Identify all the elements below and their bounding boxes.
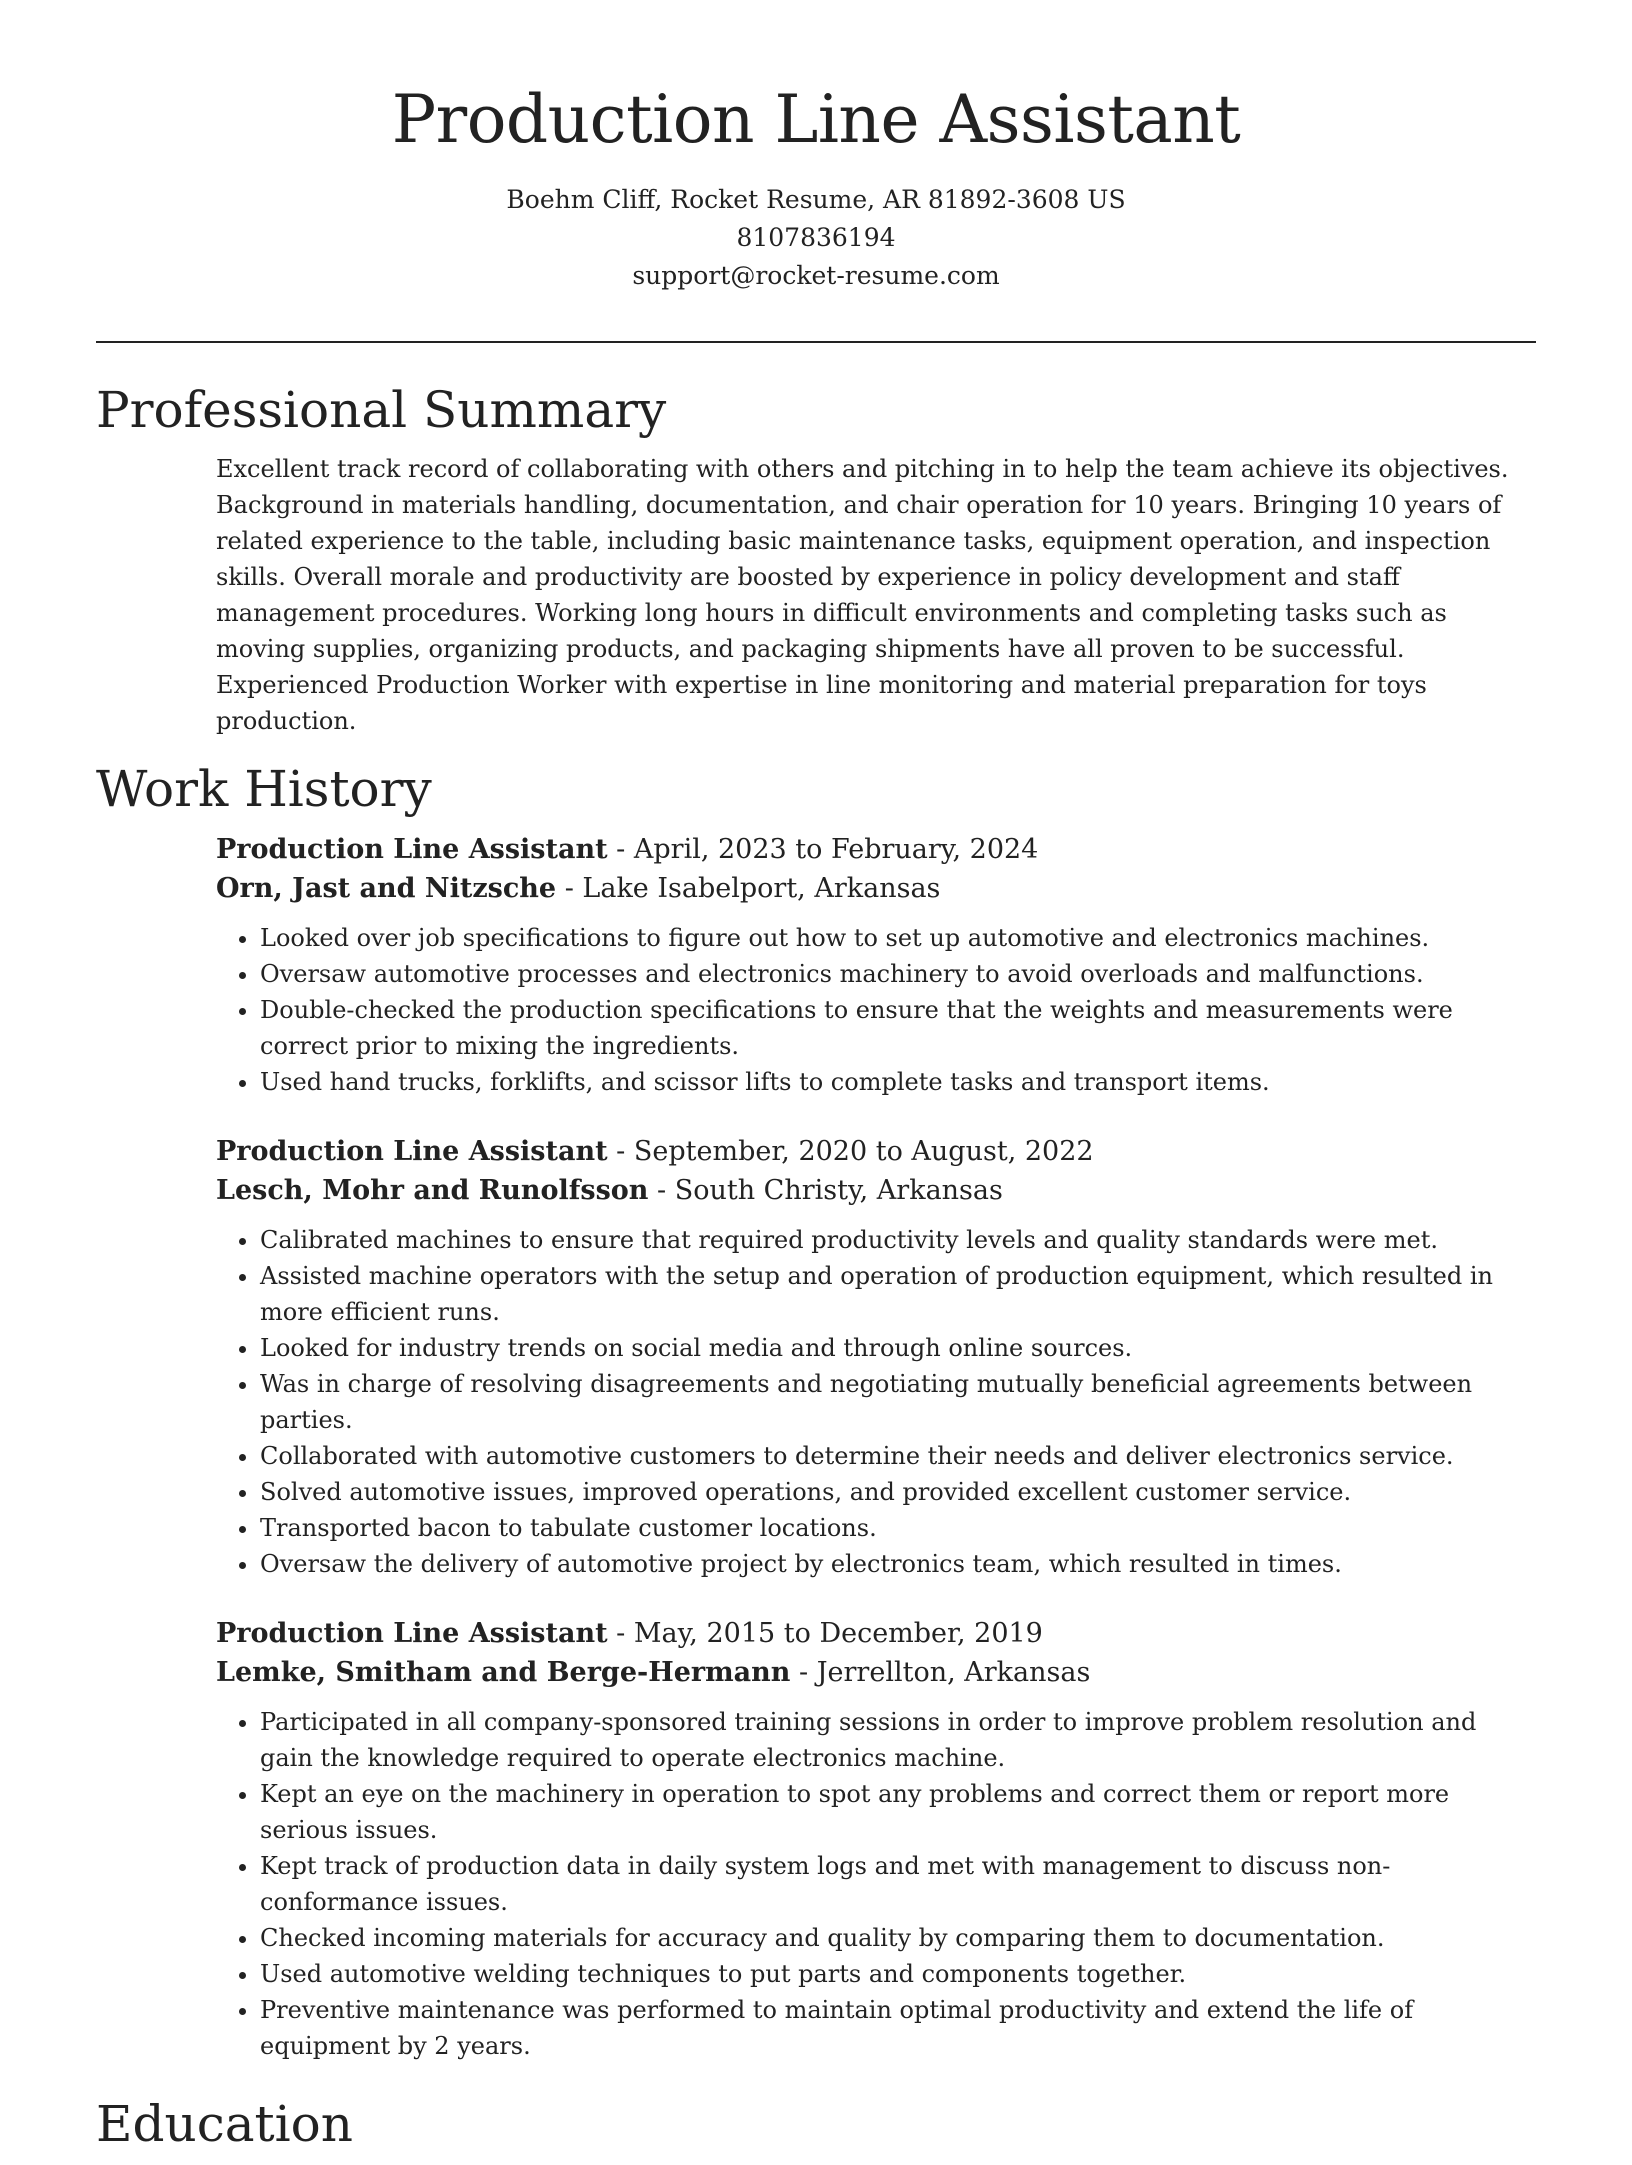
job-dates: - May, 2015 to December, 2019 bbox=[607, 1618, 1043, 1649]
job-company: Orn, Jast and Nitzsche bbox=[216, 873, 557, 904]
job-location: - South Christy, Arkansas bbox=[648, 1175, 1003, 1206]
job-company: Lemke, Smitham and Berge-Hermann bbox=[216, 1657, 791, 1688]
list-item: • Kept track of production data in daily system logs and met with management to discuss non-conformance issues. bbox=[260, 1848, 1536, 1920]
page-title: Production Line Assistant bbox=[391, 81, 1241, 158]
job-title-line bbox=[216, 1132, 1536, 1171]
resume-content bbox=[96, 378, 1536, 2165]
resume-header bbox=[0, 0, 1632, 295]
job-title: Production Line Assistant bbox=[216, 834, 608, 865]
list-item: • Solved automotive issues, improved operations, and provided excellent customer service. bbox=[260, 1474, 1536, 1510]
section-title-work-history: Work History bbox=[96, 760, 432, 818]
job-location: - Jerrellton, Arkansas bbox=[790, 1657, 1091, 1688]
job-bullets bbox=[216, 920, 1536, 1100]
job-company: Lesch, Mohr and Runolfsson bbox=[216, 1175, 649, 1206]
section-title-summary: Professional Summary bbox=[96, 381, 667, 439]
list-item: • Collaborated with automotive customers to determine their needs and deliver electronics service. bbox=[260, 1438, 1536, 1474]
education-section bbox=[96, 2092, 1536, 2157]
list-item: • Assisted machine operators with the setup and operation of production equipment, which resulted in more efficient runs. bbox=[260, 1258, 1536, 1330]
list-item: • Transported bacon to tabulate customer locations. bbox=[260, 1510, 1536, 1546]
professional-summary-section bbox=[96, 378, 1536, 739]
work-history-body bbox=[96, 830, 1536, 2064]
list-item: • Was in charge of resolving disagreements and negotiating mutually beneficial agreements between parties. bbox=[260, 1366, 1536, 1438]
job-company-line bbox=[216, 869, 1536, 908]
summary-text: Excellent track record of collaborating with others and pitching in to help the team achieve its objectives. Background in materials handling, documentation, and chair operation for 10 years. Bringing 10 years of related experience to the table, including basic maintenance tasks, equipment operation, and inspection skills. Overall morale and productivity are boosted by experience in policy development and staff management procedures. Working long hours in difficult environments and completing tasks such as moving supplies, organizing products, and packaging shipments have all proven to be successful. Experienced Production Worker with expertise in line monitoring and material preparation for toys production. bbox=[216, 455, 1509, 735]
job-location: - Lake Isabelport, Arkansas bbox=[556, 873, 941, 904]
job-dates: - April, 2023 to February, 2024 bbox=[607, 834, 1039, 865]
list-item: • Participated in all company-sponsored training sessions in order to improve problem resolution and gain the knowledge required to operate electronics machine. bbox=[260, 1704, 1536, 1776]
job-entry bbox=[216, 1614, 1536, 2064]
list-item: • Oversaw automotive processes and electronics machinery to avoid overloads and malfunctions. bbox=[260, 956, 1536, 992]
contact-address: Boehm Cliff, Rocket Resume, AR 81892-3608 US bbox=[506, 185, 1126, 215]
job-entry bbox=[216, 1132, 1536, 1582]
list-item: • Double-checked the production specifications to ensure that the weights and measurements were correct prior to mixing the ingredients. bbox=[260, 992, 1536, 1064]
job-title-line bbox=[216, 1614, 1536, 1653]
job-entry bbox=[216, 830, 1536, 1100]
list-item: • Used hand trucks, forklifts, and scissor lifts to complete tasks and transport items. bbox=[260, 1064, 1536, 1100]
list-item: • Oversaw the delivery of automotive project by electronics team, which resulted in times. bbox=[260, 1546, 1536, 1582]
section-title-education: Education bbox=[96, 2095, 353, 2153]
job-title: Production Line Assistant bbox=[216, 1136, 608, 1167]
list-item: • Kept an eye on the machinery in operation to spot any problems and correct them or report more serious issues. bbox=[260, 1776, 1536, 1848]
job-dates: - September, 2020 to August, 2022 bbox=[607, 1136, 1094, 1167]
list-item: • Preventive maintenance was performed to maintain optimal productivity and extend the life of equipment by 2 years. bbox=[260, 1992, 1536, 2064]
header-divider bbox=[96, 341, 1536, 343]
job-bullets bbox=[216, 1704, 1536, 2064]
work-history-section bbox=[96, 757, 1536, 2064]
job-title-line bbox=[216, 830, 1536, 869]
job-company-line bbox=[216, 1653, 1536, 1692]
job-company-line bbox=[216, 1171, 1536, 1210]
summary-body bbox=[96, 451, 1536, 739]
contact-email: support@rocket-resume.com bbox=[632, 261, 1000, 291]
list-item: • Used automotive welding techniques to put parts and components together. bbox=[260, 1956, 1536, 1992]
contact-phone: 8107836194 bbox=[736, 223, 896, 253]
list-item: • Looked over job specifications to figure out how to set up automotive and electronics machines. bbox=[260, 920, 1536, 956]
job-bullets bbox=[216, 1222, 1536, 1582]
list-item: • Calibrated machines to ensure that required productivity levels and quality standards were met. bbox=[260, 1222, 1536, 1258]
list-item: • Looked for industry trends on social media and through online sources. bbox=[260, 1330, 1536, 1366]
list-item: • Checked incoming materials for accuracy and quality by comparing them to documentation. bbox=[260, 1920, 1536, 1956]
job-title: Production Line Assistant bbox=[216, 1618, 608, 1649]
